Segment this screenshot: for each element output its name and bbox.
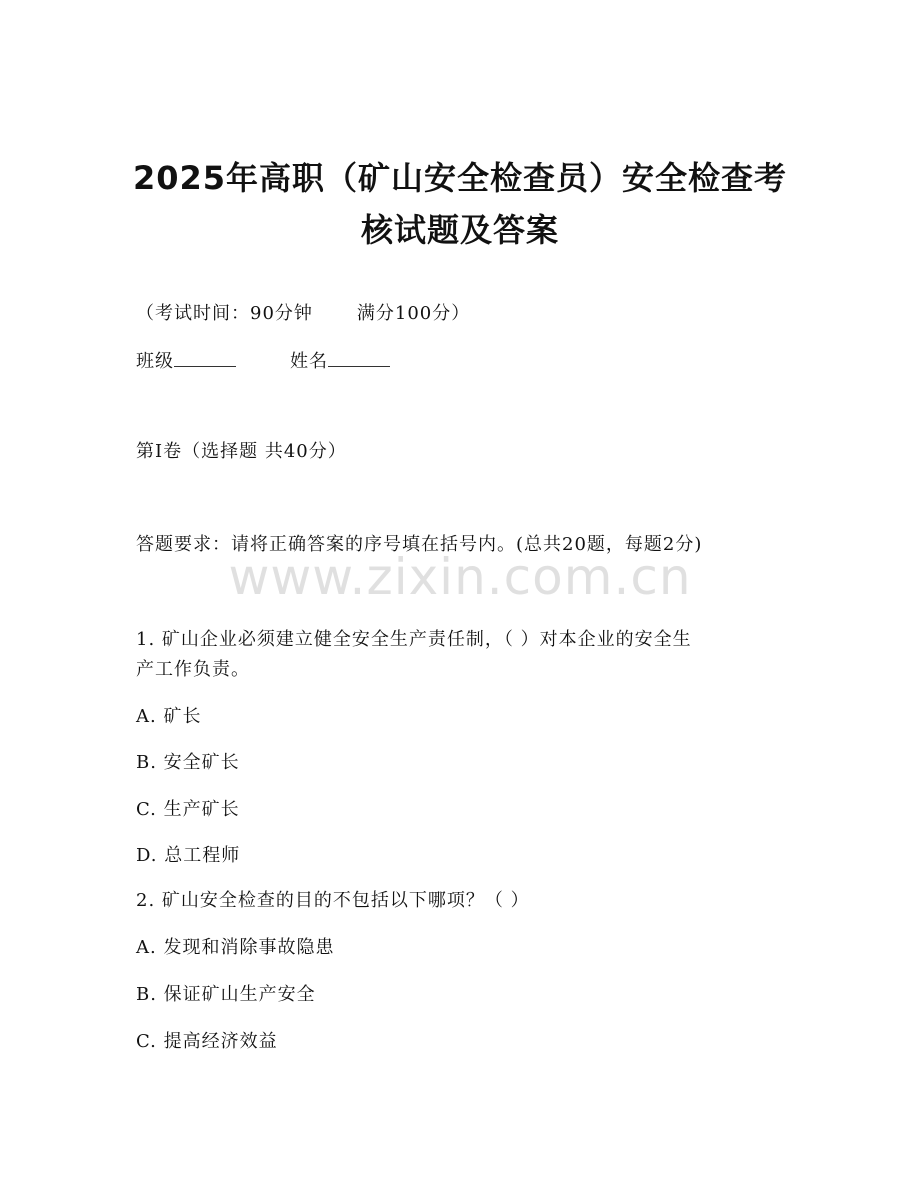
class-blank xyxy=(174,348,236,367)
document-title-line1: 2025年高职（矿山安全检查员）安全检查考 xyxy=(132,159,788,197)
question-2-option-c: C. 提高经济效益 xyxy=(136,1031,278,1052)
class-label: 班级 xyxy=(136,351,174,372)
student-info xyxy=(136,348,390,376)
question-1-stem-line1: 1. 矿山企业必须建立健全安全生产责任制，（ ）对本企业的安全生 xyxy=(136,629,692,650)
exam-score: 满分100分） xyxy=(356,303,471,324)
question-2-option-b: B. 保证矿山生产安全 xyxy=(136,984,316,1005)
name-blank xyxy=(328,348,390,367)
document-title-line2: 核试题及答案 xyxy=(360,211,559,249)
section-heading: 第Ⅰ卷（选择题 共40分） xyxy=(136,441,347,462)
question-2-stem-line1: 2. 矿山安全检查的目的不包括以下哪项？（ ） xyxy=(136,890,530,911)
question-1-option-d: D. 总工程师 xyxy=(136,845,241,866)
question-1-stem-line2: 产工作负责。 xyxy=(136,659,250,680)
name-label: 姓名 xyxy=(290,351,328,372)
exam-info xyxy=(136,300,470,328)
question-1-option-b: B. 安全矿长 xyxy=(136,752,240,773)
exam-time: （考试时间：90分钟 xyxy=(136,303,313,324)
question-1-option-a: A. 矿长 xyxy=(136,706,202,727)
watermark: www.zixin.com.cn xyxy=(228,548,692,606)
answer-requirement: 答题要求：请将正确答案的序号填在括号内。(总共20题，每题2分) xyxy=(136,534,703,555)
question-1-option-c: C. 生产矿长 xyxy=(136,799,240,820)
question-2-option-a: A. 发现和消除事故隐患 xyxy=(136,937,335,958)
